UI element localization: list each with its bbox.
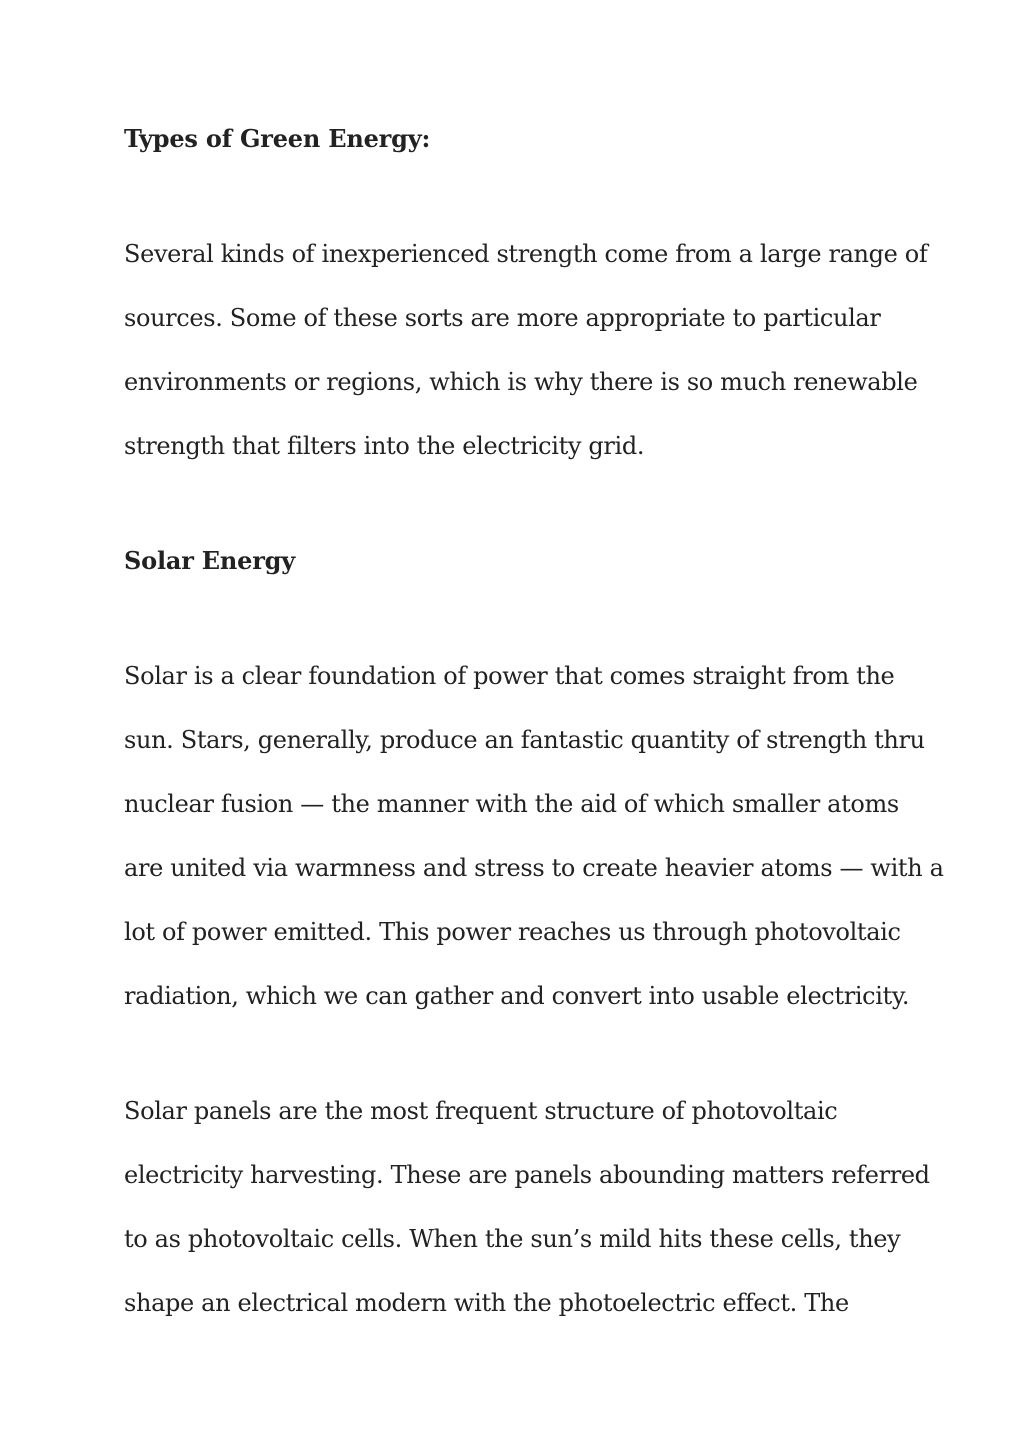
paragraph-line: are united via warmness and stress to create heavier atoms — with a [124,854,944,882]
heading-solar-energy: Solar Energy [124,546,295,575]
paragraph-line: Several kinds of inexperienced strength come from a large range of [124,240,928,268]
heading-types-of-green-energy: Types of Green Energy: [124,124,431,153]
paragraph-line: electricity harvesting. These are panels abounding matters referred [124,1161,930,1189]
paragraph-line: sun. Stars, generally, produce an fantastic quantity of strength thru [124,726,925,754]
paragraph-line: nuclear fusion — the manner with the aid of which smaller atoms [124,790,899,818]
paragraph-line: environments or regions, which is why there is so much renewable [124,368,918,396]
paragraph-line: Solar is a clear foundation of power that comes straight from the [124,662,895,690]
paragraph-line: radiation, which we can gather and convert into usable electricity. [124,982,910,1010]
paragraph-line: to as photovoltaic cells. When the sun’s mild hits these cells, they [124,1225,901,1253]
paragraph-line: Solar panels are the most frequent structure of photovoltaic [124,1097,838,1125]
paragraph-line: lot of power emitted. This power reaches us through photovoltaic [124,918,901,946]
paragraph-line: strength that filters into the electricity grid. [124,432,645,460]
paragraph-line: shape an electrical modern with the photoelectric effect. The [124,1289,849,1317]
paragraph-line: sources. Some of these sorts are more appropriate to particular [124,304,881,332]
